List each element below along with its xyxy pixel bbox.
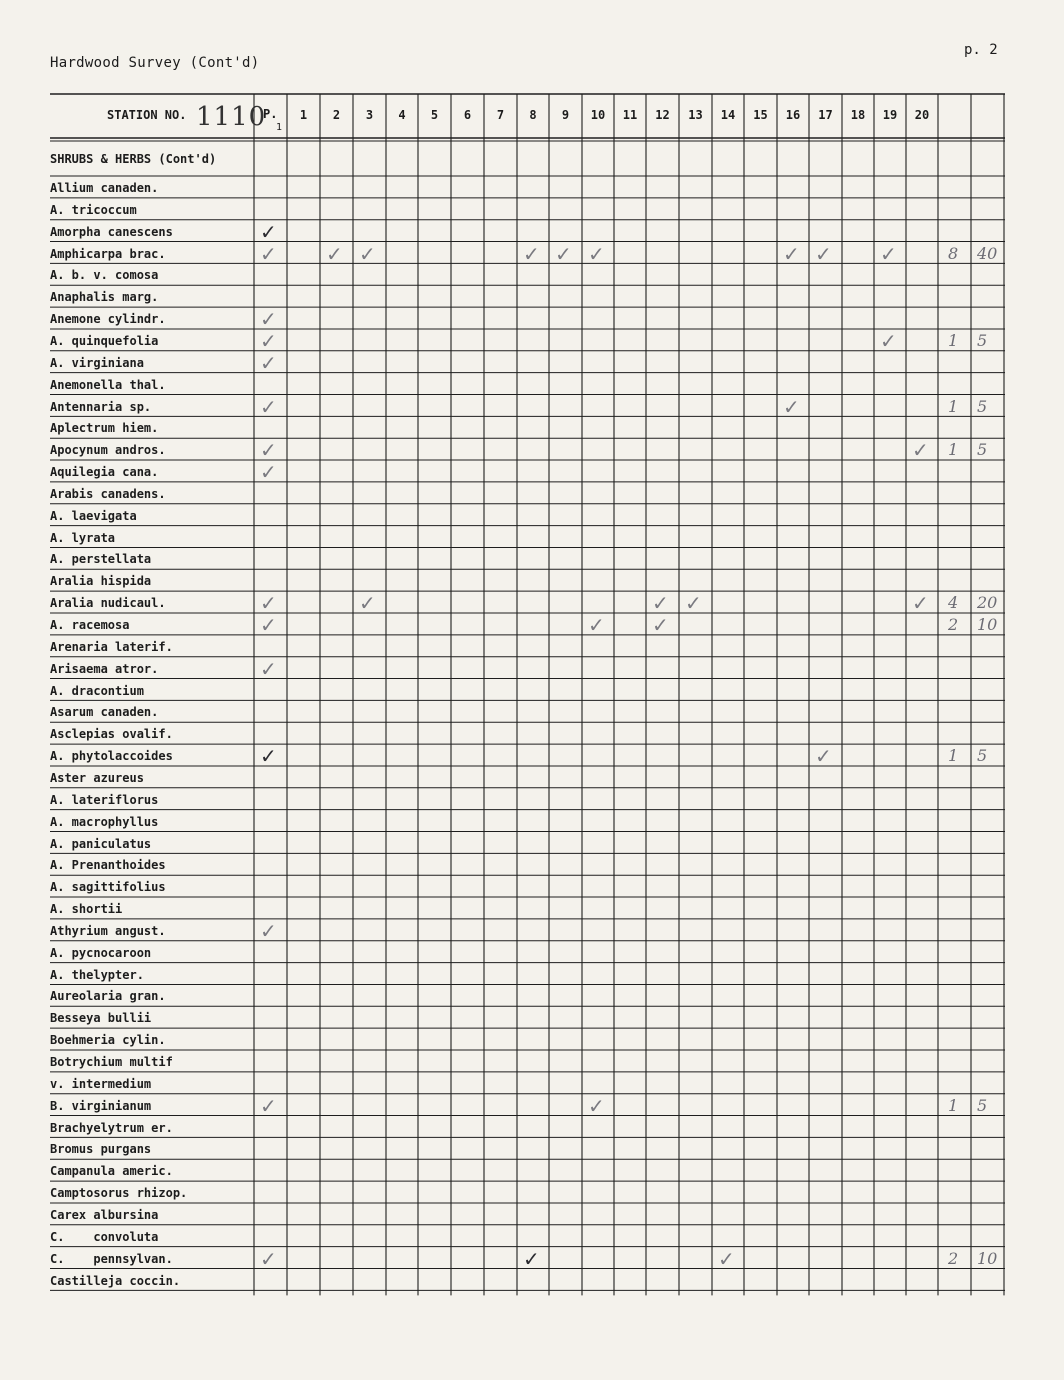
species-name: Carex albursina — [50, 1207, 159, 1222]
percent-value: 5 — [977, 330, 988, 350]
column-header-20: 20 — [914, 108, 930, 122]
species-name: Brachyelytrum er. — [50, 1120, 173, 1135]
species-name: Antennaria sp. — [50, 399, 152, 414]
check-mark-p: ✓ — [260, 613, 277, 637]
species-name: B. virginianum — [50, 1098, 152, 1113]
check-mark-p: ✓ — [260, 656, 277, 681]
column-header-10: 10 — [590, 108, 606, 122]
species-name: Aquilegia cana. — [50, 465, 159, 480]
station-number: 1110 — [196, 102, 267, 132]
check-mark-col-9: ✓ — [555, 241, 572, 266]
species-name: Aster azureus — [50, 770, 144, 785]
check-mark-p: ✓ — [260, 918, 277, 943]
species-name: A. pycnocaroon — [50, 945, 152, 960]
species-name: A. laevigata — [50, 508, 137, 523]
species-name: A. lateriflorus — [50, 792, 159, 807]
count-value: 1 — [948, 1095, 959, 1115]
check-mark-col-20: ✓ — [912, 438, 929, 463]
percent-value: 5 — [977, 440, 988, 460]
check-mark-col-8: ✓ — [523, 1246, 540, 1271]
count-value: 1 — [948, 440, 959, 460]
check-mark-col-17: ✓ — [815, 744, 832, 769]
species-name: Arabis canadens. — [50, 486, 166, 501]
check-mark-col-16: ✓ — [783, 241, 800, 266]
check-mark-p: ✓ — [260, 328, 277, 353]
species-name: Botrychium multif — [50, 1055, 173, 1069]
column-header-1: 1 — [299, 108, 308, 122]
check-mark-col-10: ✓ — [588, 1093, 605, 1118]
column-header-8: 8 — [529, 108, 537, 122]
species-name: A. phytolaccoides — [50, 749, 173, 764]
check-mark-p: ✓ — [260, 438, 277, 463]
species-name: Aralia nudicaul. — [50, 596, 166, 611]
check-mark-col-12: ✓ — [652, 613, 669, 637]
species-name: C. convoluta — [50, 1229, 159, 1244]
percent-value: 5 — [977, 746, 988, 766]
check-mark-col-16: ✓ — [783, 394, 800, 419]
percent-value: 10 — [977, 615, 998, 634]
species-name: A. macrophyllus — [50, 814, 159, 829]
species-name: Boehmeria cylin. — [50, 1033, 166, 1048]
check-mark-p: ✓ — [260, 394, 277, 419]
column-header-11: 11 — [622, 108, 638, 122]
check-mark-col-10: ✓ — [588, 241, 605, 266]
species-name: v. intermedium — [50, 1076, 152, 1091]
column-header-14: 14 — [720, 108, 736, 122]
species-name: Asarum canaden. — [50, 705, 159, 720]
check-mark-col-19: ✓ — [880, 328, 897, 353]
species-name: Anemonella thal. — [50, 377, 166, 392]
species-name: A. b. v. comosa — [50, 268, 159, 283]
species-name: C. pennsylvan. — [50, 1251, 173, 1266]
column-header-3: 3 — [365, 108, 374, 122]
count-value: 8 — [948, 243, 959, 263]
percent-value: 5 — [977, 1095, 988, 1115]
check-mark-p: ✓ — [260, 219, 277, 244]
column-header-13: 13 — [688, 108, 703, 122]
count-value: 1 — [948, 746, 959, 766]
species-name: A. perstellata — [50, 552, 152, 567]
column-header-2: 2 — [332, 108, 341, 122]
column-header-12: 12 — [655, 108, 670, 122]
species-name: Aralia hispida — [50, 574, 152, 589]
species-name: Castilleja coccin. — [50, 1273, 181, 1288]
check-mark-p: ✓ — [260, 241, 277, 266]
percent-value: 40 — [977, 243, 998, 263]
species-name: Aureolaria gran. — [50, 989, 166, 1004]
count-value: 1 — [948, 396, 959, 416]
species-name: A. dracontium — [50, 683, 144, 698]
check-mark-p: ✓ — [260, 350, 277, 375]
column-header-4: 4 — [398, 108, 406, 122]
species-name: A. tricoccum — [50, 202, 137, 217]
column-header-7: 7 — [496, 108, 505, 122]
species-name: Apocynum andros. — [50, 443, 166, 458]
species-name: Allium canaden. — [50, 181, 159, 195]
species-name: Asclepias ovalif. — [50, 727, 173, 742]
species-name: A. quinquefolia — [50, 333, 159, 348]
species-name: Athyrium angust. — [50, 923, 166, 938]
column-header-6: 6 — [463, 108, 472, 122]
column-header-16: 16 — [785, 108, 801, 122]
column-header-9: 9 — [561, 108, 570, 122]
species-name: Anaphalis marg. — [50, 290, 159, 305]
section-title: SHRUBS & HERBS (Cont'd) — [50, 152, 217, 166]
page-title: Hardwood Survey (Cont'd) — [50, 55, 260, 71]
check-mark-p: ✓ — [260, 307, 277, 332]
check-mark-col-13: ✓ — [685, 591, 702, 616]
species-name: A. lyrata — [50, 530, 116, 545]
species-name: Besseya bullii — [50, 1011, 152, 1026]
count-value: 2 — [948, 1248, 959, 1268]
check-mark-col-3: ✓ — [359, 591, 376, 616]
check-mark-p: ✓ — [260, 744, 277, 769]
species-name: Camptosorus rhizop. — [50, 1186, 188, 1201]
species-name: Arisaema atror. — [50, 661, 159, 676]
count-value: 4 — [948, 593, 959, 613]
count-value: 1 — [948, 330, 959, 350]
check-mark-p: ✓ — [260, 1246, 277, 1271]
species-name: Aplectrum hiem. — [50, 421, 159, 436]
count-value: 2 — [948, 615, 959, 634]
percent-value: 10 — [977, 1248, 998, 1268]
check-mark-col-17: ✓ — [815, 241, 832, 266]
check-mark-col-8: ✓ — [523, 241, 540, 266]
species-name: Amphicarpa brac. — [50, 246, 166, 261]
p-column-subscript: 1 — [276, 122, 283, 133]
species-name: Bromus purgans — [50, 1142, 152, 1157]
check-mark-p: ✓ — [260, 460, 277, 485]
species-name: A. virginiana — [50, 355, 144, 370]
station-label: STATION NO. — [107, 108, 187, 122]
column-header-17: 17 — [818, 108, 833, 122]
species-name: A. paniculatus — [50, 836, 152, 851]
species-name: A. sagittifolius — [50, 880, 166, 895]
species-name: A. thelypter. — [50, 967, 144, 982]
species-name: Campanula americ. — [50, 1164, 173, 1179]
check-mark-col-12: ✓ — [652, 591, 669, 616]
column-header-5: 5 — [430, 108, 439, 122]
species-name: Anemone cylindr. — [50, 312, 166, 327]
percent-value: 20 — [977, 593, 998, 613]
check-mark-col-20: ✓ — [912, 591, 929, 616]
check-mark-col-19: ✓ — [880, 241, 897, 266]
p-column-header: P. — [263, 107, 278, 121]
check-mark-col-2: ✓ — [326, 241, 343, 266]
check-mark-p: ✓ — [260, 591, 277, 616]
species-name: A. shortii — [50, 902, 123, 917]
column-header-15: 15 — [753, 108, 768, 122]
check-mark-p: ✓ — [260, 1093, 277, 1118]
percent-value: 5 — [977, 396, 988, 416]
page-number: p. 2 — [964, 42, 998, 58]
species-name: A. racemosa — [50, 618, 130, 632]
species-name: A. Prenanthoides — [50, 858, 166, 873]
check-mark-col-14: ✓ — [718, 1246, 735, 1271]
column-header-18: 18 — [850, 108, 866, 122]
check-mark-col-10: ✓ — [588, 613, 605, 637]
species-name: Amorpha canescens — [50, 224, 173, 239]
check-mark-col-3: ✓ — [359, 241, 376, 266]
column-header-19: 19 — [882, 108, 898, 122]
species-name: Arenaria laterif. — [50, 639, 173, 654]
